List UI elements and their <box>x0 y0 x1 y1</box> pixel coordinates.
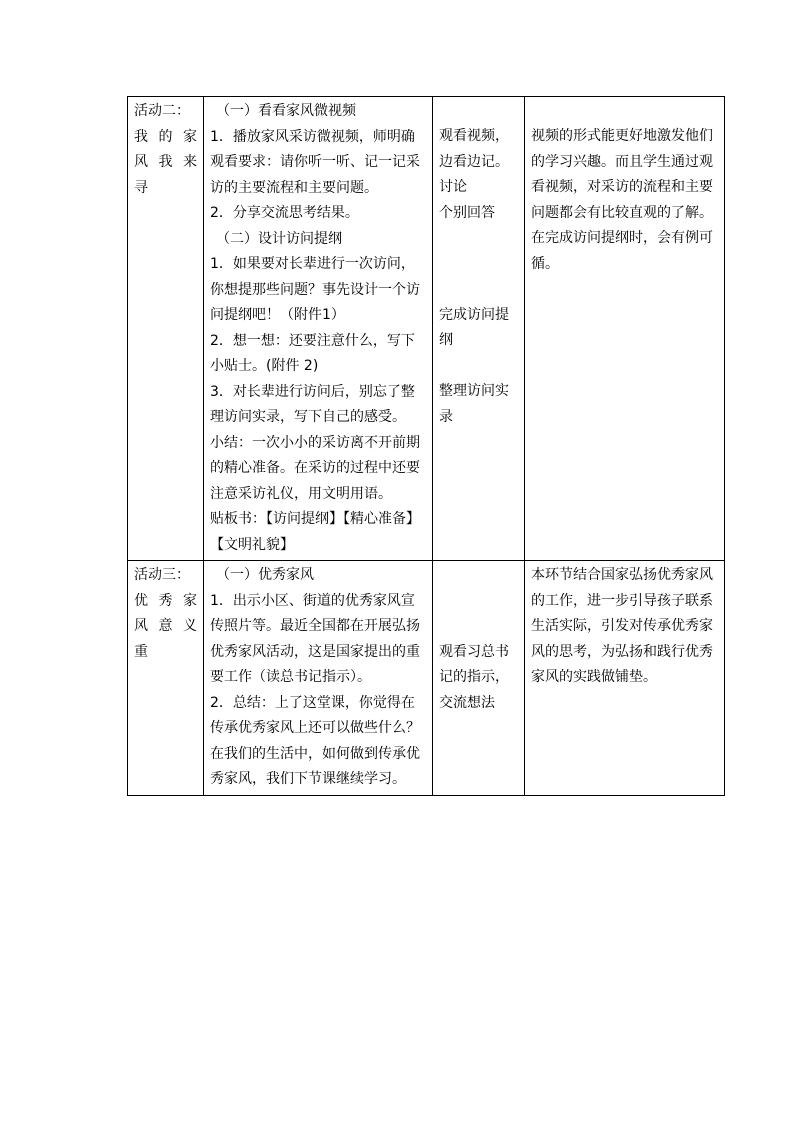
teacher-step: 3．对长辈进行访问后，别忘了整理访问实录，写下自己的感受。 <box>210 383 415 425</box>
teacher-activity-cell <box>204 561 433 796</box>
student-step: 观看习总书记的指示，交流想法 <box>439 643 509 711</box>
activity-title-line: 重 <box>134 643 148 660</box>
student-activity-cell <box>433 561 525 796</box>
activity-cell <box>128 561 204 796</box>
table-row <box>128 561 725 796</box>
activity-label: 活动三： <box>134 567 190 583</box>
lesson-plan-table <box>127 96 725 796</box>
student-step: 完成访问提纲 <box>439 306 509 348</box>
activity-title-line: 风 我 来 <box>134 154 197 170</box>
student-step: 个别回答 <box>439 204 495 221</box>
activity-cell <box>128 97 204 561</box>
activity-title-line: 我 的 家 <box>134 128 197 145</box>
student-step: 整理访问实录 <box>439 383 509 425</box>
teacher-step: 2．总结：上了这堂课，你觉得在传承优秀家风上还可以做些什么？在我们的生活中，如何做到传承优秀家风，我们下节课继续学习。 <box>210 694 420 787</box>
student-step: 观看视频，边看边记。 <box>439 128 509 170</box>
design-intent-cell <box>525 97 725 561</box>
activity-title-line: 优 秀 家 <box>134 592 197 609</box>
section-heading: （二）设计访问提纲 <box>216 230 342 247</box>
activity-title-line: 寻 <box>134 179 148 196</box>
teacher-activity-cell <box>204 97 433 561</box>
summary-text: 小结：一次小小的采访离不开前期的精心准备。在采访的过程中还要注意采访礼仪，用文明用语。 <box>210 434 420 502</box>
section-heading: （一）看看家风微视频 <box>216 103 356 119</box>
section-heading: （一）优秀家风 <box>216 567 314 583</box>
activity-label: 活动二： <box>134 103 190 119</box>
design-intent-text: 视频的形式能更好地激发他们的学习兴趣。而且学生通过观看视频，对采访的流程和主要问题都会有比较直观的了解。在完成访问提纲时，会有例可循。 <box>531 128 713 272</box>
teacher-step: 1．出示小区、街道的优秀家风宣传照片等。最近全国都在开展弘扬优秀家风活动，这是国家提出的重要工作（读总书记指示）。 <box>210 592 420 685</box>
design-intent-text: 本环节结合国家弘扬优秀家风的工作，进一步引导孩子联系生活实际，引发对传承优秀家风的思考，为弘扬和践行优秀家风的实践做铺垫。 <box>531 567 713 685</box>
activity-title-line: 风 意 义 <box>134 618 197 634</box>
teacher-step: 1．播放家风采访微视频，师明确观看要求：请你听一听、记一记采访的主要流程和主要问题。 <box>210 128 420 196</box>
teacher-step: 2．想一想：还要注意什么，写下小贴士。(附件 2) <box>210 332 415 374</box>
board-writing: 贴板书：【访问提纲】【精心准备】【文明礼貌】 <box>210 511 420 553</box>
table-row <box>128 97 725 561</box>
teacher-step: 1．如果要对长辈进行一次访问，你想提那些问题？事先设计一个访问提纲吧！（附件1） <box>210 256 420 323</box>
student-activity-cell <box>433 97 525 561</box>
design-intent-cell <box>525 561 725 796</box>
student-step: 讨论 <box>439 179 467 195</box>
teacher-step: 2．分享交流思考结果。 <box>210 205 359 221</box>
